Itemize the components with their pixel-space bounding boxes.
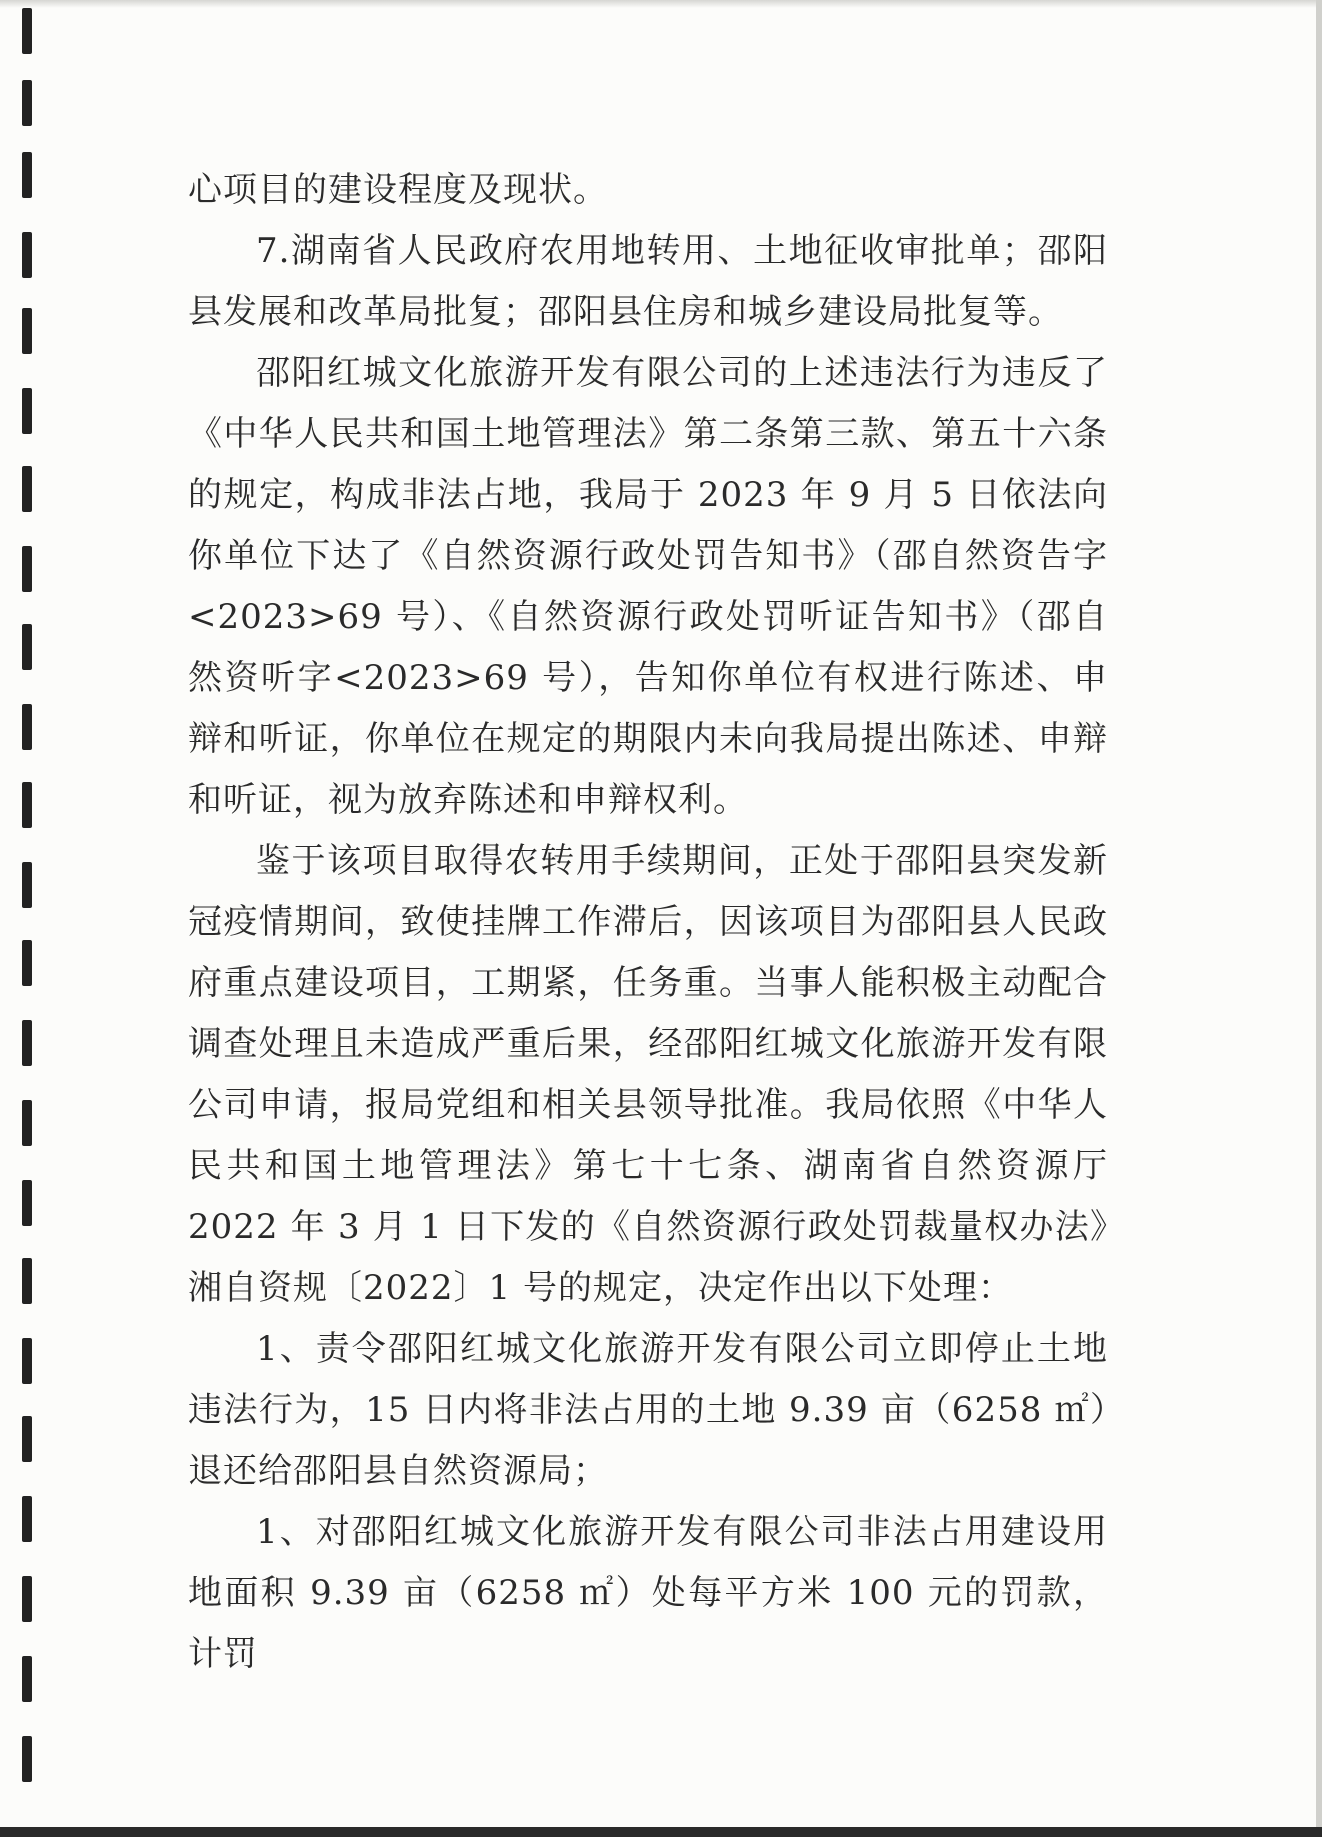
binding-hole-mark (22, 466, 32, 512)
binding-hole-mark (22, 1496, 32, 1542)
scan-bottom-edge (0, 1827, 1322, 1837)
paragraph-approvals: 7.湖南省人民政府农用地转用、土地征收审批单；邵阳县发展和改革局批复；邵阳县住房和城乡建设局批复等。 (188, 231, 1108, 332)
paragraph-order-return-land: 1、责令邵阳红城文化旅游开发有限公司立即停止土地违法行为，15 日内将非法占用的土地 9.39 亩（6258 ㎡）退还给邵阳县自然资源局； (188, 1329, 1108, 1491)
binding-hole-mark (22, 232, 32, 278)
binding-hole-mark (22, 308, 32, 354)
binding-hole-mark (22, 1258, 32, 1304)
scan-right-edge (1316, 0, 1322, 1837)
scan-top-edge (0, 0, 1322, 8)
binding-hole-mark (22, 546, 32, 592)
binding-hole-mark (22, 940, 32, 986)
binding-hole-mark (22, 1736, 32, 1782)
paragraph-fine: 1、对邵阳红城文化旅游开发有限公司非法占用建设用地面积 9.39 亩（6258 ㎡）处每平方米 100 元的罚款，计罚 (188, 1512, 1108, 1674)
binding-hole-mark (22, 1020, 32, 1066)
binding-hole-mark (22, 624, 32, 670)
binding-hole-mark (22, 1100, 32, 1146)
binding-hole-mark (22, 1656, 32, 1702)
binding-hole-mark (22, 8, 32, 54)
binding-hole-mark (22, 704, 32, 750)
binding-hole-mark (22, 782, 32, 828)
binding-hole-mark (22, 1576, 32, 1622)
binding-hole-mark (22, 152, 32, 198)
binding-hole-mark (22, 388, 32, 434)
paragraph-project-status: 心项目的建设程度及现状。 (188, 170, 608, 210)
binding-hole-mark (22, 80, 32, 126)
binding-hole-mark (22, 1416, 32, 1462)
paragraph-violation: 邵阳红城文化旅游开发有限公司的上述违法行为违反了《中华人民共和国土地管理法》第二条第三款、第五十六条的规定，构成非法占地，我局于 2023 年 9 月 5 日依法向你单位下达了《自然资源行政处罚告知书》（邵自然资告字<2023>69 号）、《自然资源行政处罚听证告知书》（邵自然资听字<2023>69 号），告知你单位有权进行陈述、申辩和听证，你单位在规定的期限内未向我局提出陈述、申辩和听证，视为放弃陈述和申辩权利。 (188, 353, 1108, 820)
binding-hole-mark (22, 1338, 32, 1384)
document-body (188, 160, 1108, 1685)
binding-hole-mark (22, 1180, 32, 1226)
paragraph-circumstances: 鉴于该项目取得农转用手续期间，正处于邵阳县突发新冠疫情期间，致使挂牌工作滞后，因该项目为邵阳县人民政府重点建设项目，工期紧，任务重。当事人能积极主动配合调查处理且未造成严重后果，经邵阳红城文化旅游开发有限公司申请，报局党组和相关县领导批准。我局依照《中华人民共和国土地管理法》第七十七条、湖南省自然资源厅 2022 年 3 月 1 日下发的《自然资源行政处罚裁量权办法》湘自资规〔2022〕1 号的规定，决定作出以下处理： (188, 841, 1108, 1308)
binding-hole-mark (22, 862, 32, 908)
